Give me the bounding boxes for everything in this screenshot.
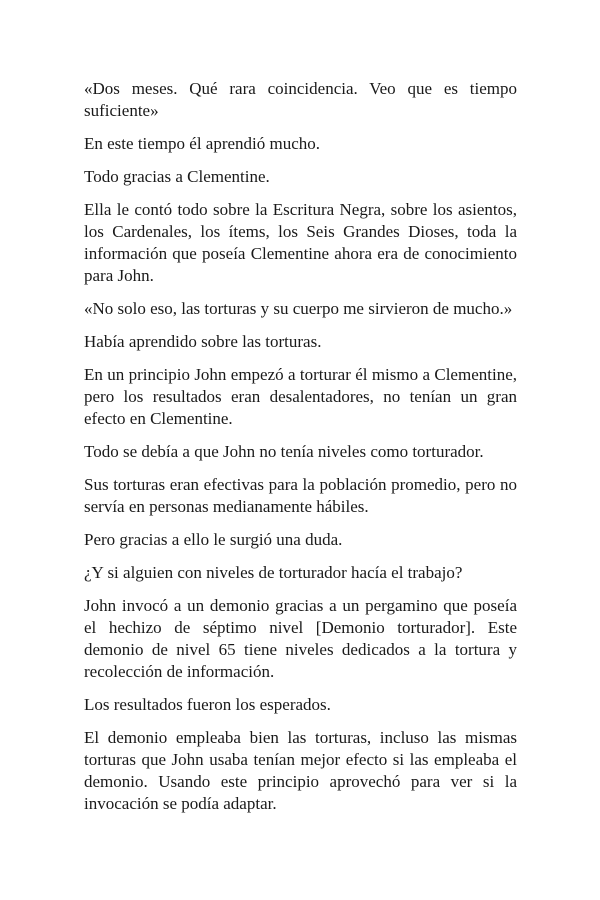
paragraph: John invocó a un demonio gracias a un pergamino que poseía el hechizo de séptimo nivel [Demonio torturador]. Este demonio de nivel 65 tiene niveles dedicados a la tortura y recolección de información. [84,596,517,681]
paragraph: Todo gracias a Clementine. [84,167,270,186]
paragraph: Los resultados fueron los esperados. [84,695,331,714]
paragraph: En un principio John empezó a torturar él mismo a Clementine, pero los resultados eran desalentadores, no tenían un gran efecto en Clementine. [84,365,517,428]
paragraph: Ella le contó todo sobre la Escritura Negra, sobre los asientos, los Cardenales, los ítems, los Seis Grandes Dioses, toda la información que poseía Clementine ahora era de conocimiento para John. [84,200,517,285]
page-text [84,78,517,826]
paragraph: «No solo eso, las torturas y su cuerpo me sirvieron de mucho.» [84,299,513,318]
paragraph: «Dos meses. Qué rara coincidencia. Veo que es tiempo suficiente» [84,79,517,120]
paragraph: ¿Y si alguien con niveles de torturador hacía el trabajo? [84,563,463,582]
paragraph: Todo se debía a que John no tenía niveles como torturador. [84,442,484,461]
paragraph: Había aprendido sobre las torturas. [84,332,322,351]
paragraph: En este tiempo él aprendió mucho. [84,134,321,153]
paragraph: Pero gracias a ello le surgió una duda. [84,530,343,549]
paragraph: El demonio empleaba bien las torturas, incluso las mismas torturas que John usaba tenían mejor efecto si las empleaba el demonio. Usando este principio aprovechó para ver si la invocación se podía adaptar. [84,728,517,813]
paragraph: Sus torturas eran efectivas para la población promedio, pero no servía en personas medianamente hábiles. [84,475,517,516]
